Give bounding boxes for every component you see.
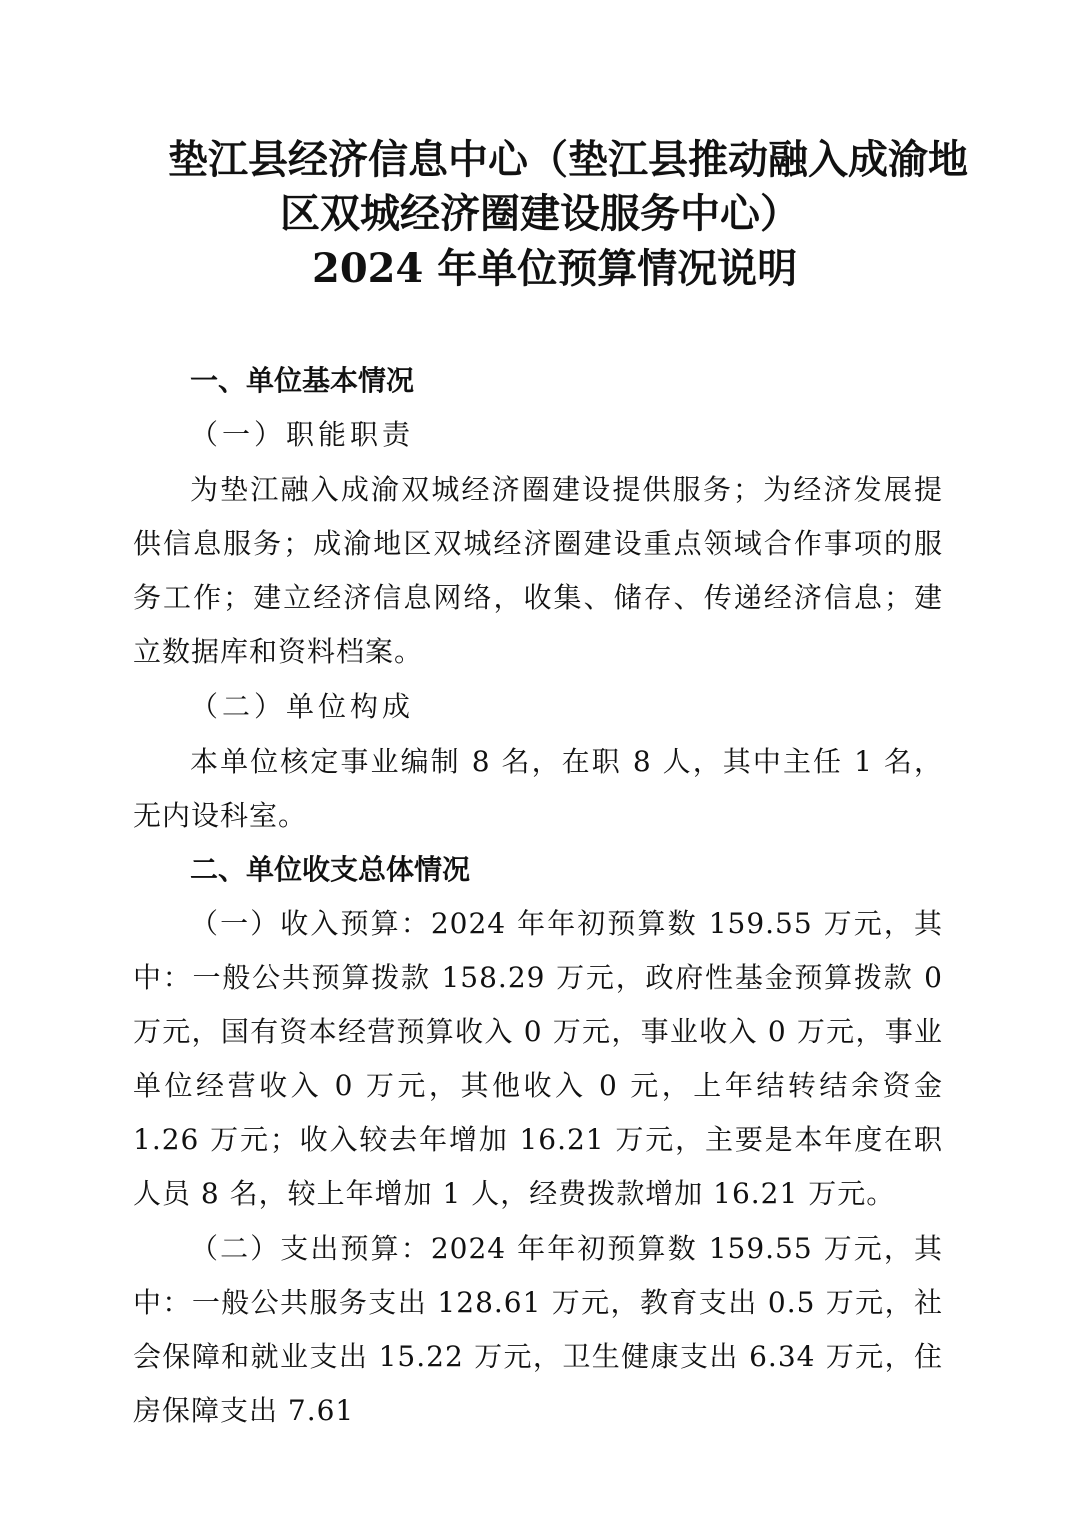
section-1-sub-1-text: 为垫江融入成渝双城经济圈建设提供服务；为经济发展提供信息服务；成渝地区双城经济圈建设重点领域合作事项的服务工作；建立经济信息网络，收集、储存、传递经济信息；建立数据库和资料档案。 [133, 473, 943, 668]
section-2-expense-paragraph: （二）支出预算：2024 年年初预算数 159.55 万元，其中：一般公共服务支出 128.61 万元，教育支出 0.5 万元，社会保障和就业支出 15.22 万元，卫生健康支出 6.34 万元，住房保障支出 7.61 [133, 1232, 943, 1427]
document-title-line-2: 区双城经济圈建设服务中心） [280, 190, 800, 237]
section-1-sub-1-heading: （一）职能职责 [190, 418, 415, 451]
section-1-sub-2-text: 本单位核定事业编制 8 名，在职 8 人，其中主任 1 名，无内设科室。 [133, 745, 943, 832]
document-title-line-1: 垫江县经济信息中心（垫江县推动融入成渝地 [168, 136, 968, 183]
section-1-heading: 一、单位基本情况 [190, 364, 415, 397]
section-2-heading: 二、单位收支总体情况 [190, 853, 471, 886]
section-1-sub-2-heading: （二）单位构成 [190, 690, 415, 723]
section-2-income-paragraph: （一）收入预算：2024 年年初预算数 159.55 万元，其中：一般公共预算拨款 158.29 万元，政府性基金预算拨款 0 万元，国有资本经营预算收入 0 万元，事业收入 0 万元，事业单位经营收入 0 万元，其他收入 0 元，上年结转结余资金 1.26 万元；收入较去年增加 16.21 万元，主要是本年度在职人员 8 名，较上年增加 1 人，经费拨款增加 16.21 万元。 [133, 907, 943, 1210]
document-title-line-3: 2024 年单位预算情况说明 [312, 245, 798, 292]
